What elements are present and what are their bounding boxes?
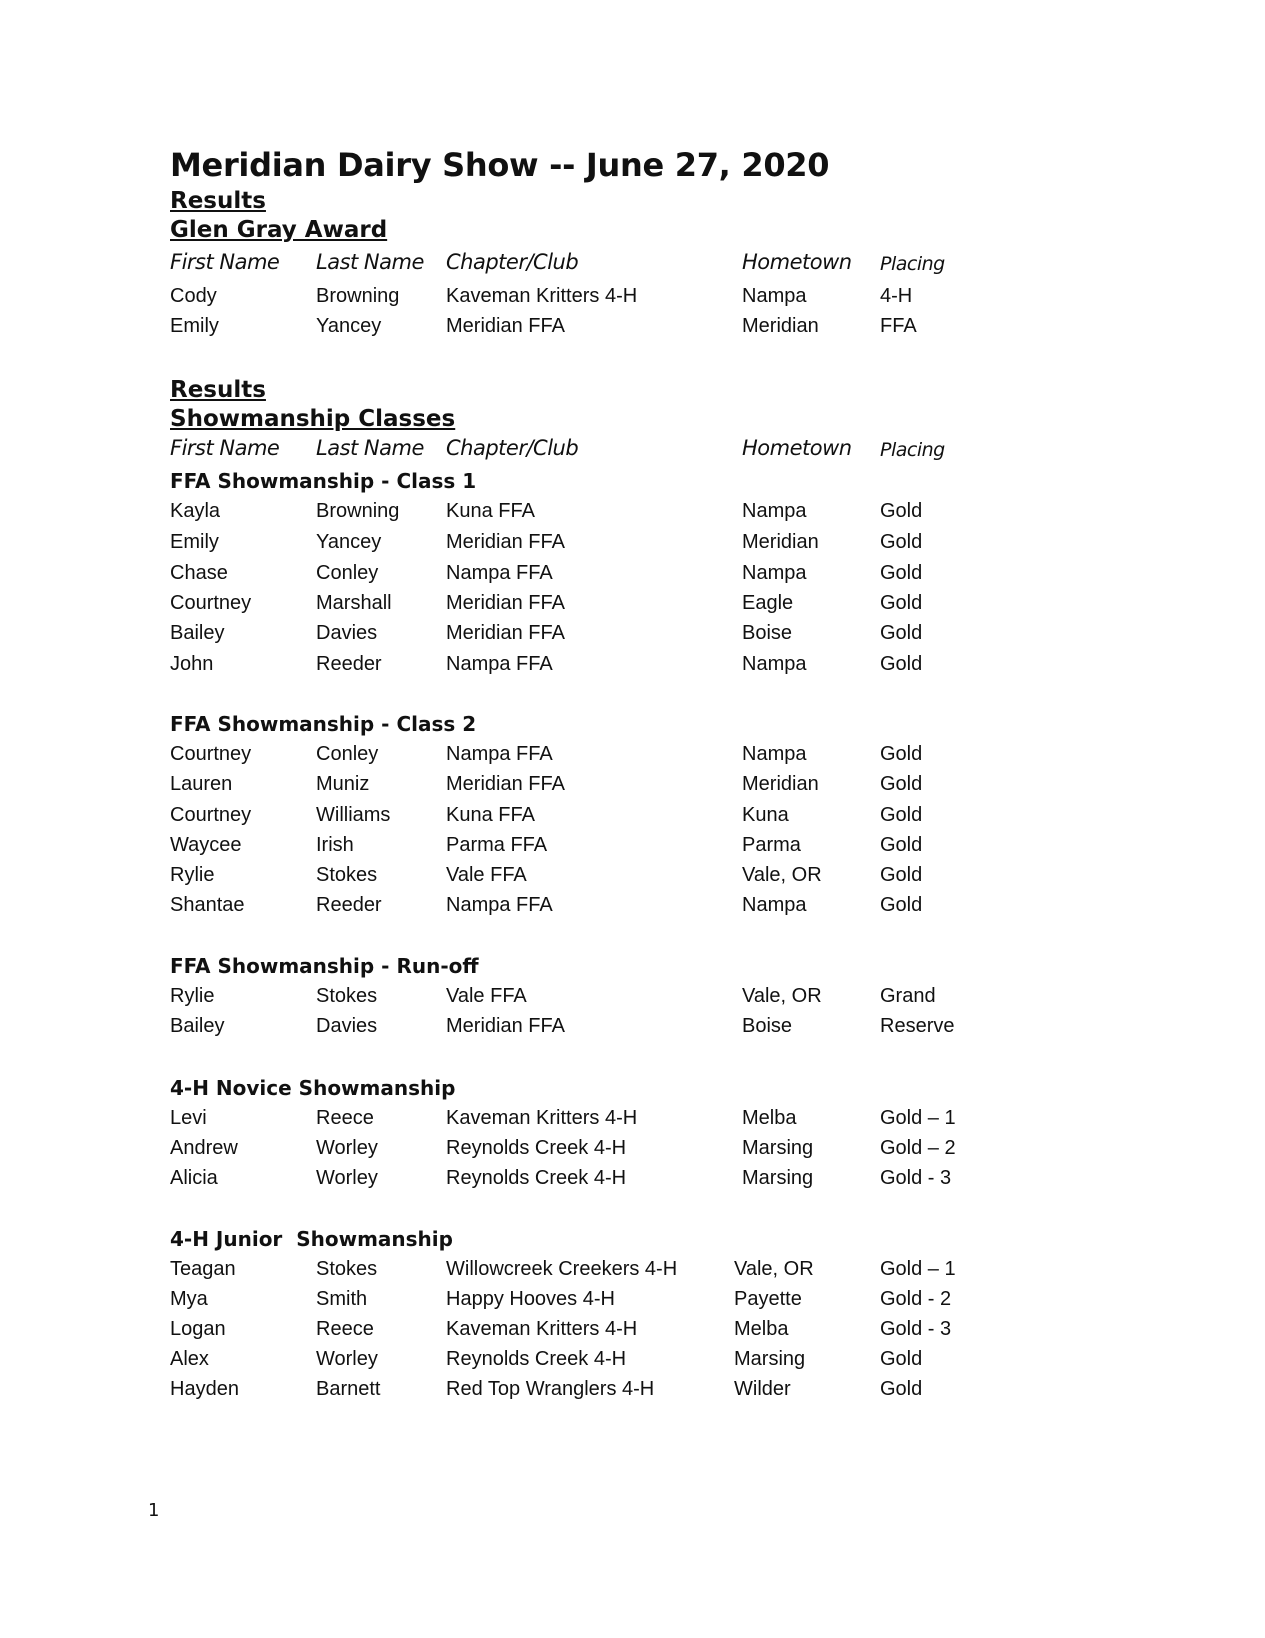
placing: Grand [880,985,936,1007]
table-row [0,985,1265,1015]
table-row [0,1378,1265,1408]
chapter-club: Kuna FFA [446,804,535,826]
hometown: Meridian [742,531,819,553]
chapter-club: Kaveman Kritters 4-H [446,1318,638,1340]
placing: Gold – 2 [880,1137,956,1159]
chapter-club: Kuna FFA [446,500,535,522]
hometown: Marsing [742,1137,814,1159]
header-chapter-club: Chapter/Club [446,436,579,460]
section-heading: 4-H Novice Showmanship [170,1076,456,1100]
last-name: Reeder [316,653,382,675]
first-name: Courtney [170,804,252,826]
chapter-club: Parma FFA [446,834,548,856]
placing: FFA [880,315,917,337]
hometown: Vale, OR [742,985,822,1007]
header-first-name: First Name [170,436,280,460]
first-name: Waycee [170,834,242,856]
table-row [0,562,1265,592]
table-row [0,1107,1265,1137]
chapter-club: Meridian FFA [446,1015,565,1037]
hometown: Melba [734,1318,789,1340]
first-name: Levi [170,1107,207,1129]
column-headers [0,436,1265,466]
chapter-club: Nampa FFA [446,743,553,765]
placing: 4-H [880,285,913,307]
placing: Gold [880,743,923,765]
placing: Reserve [880,1015,955,1037]
header-last-name: Last Name [316,436,424,460]
placing: Gold - 3 [880,1167,952,1189]
hometown: Melba [742,1107,797,1129]
chapter-club: Nampa FFA [446,894,553,916]
first-name: Chase [170,562,228,584]
last-name: Stokes [316,864,378,886]
placing: Gold [880,773,923,795]
section-heading: FFA Showmanship - Class 2 [170,712,477,736]
last-name: Worley [316,1348,378,1370]
hometown: Nampa [742,894,807,916]
header-hometown: Hometown [742,436,852,460]
hometown: Vale, OR [742,864,822,886]
chapter-club: Kaveman Kritters 4-H [446,1107,638,1129]
hometown: Nampa [742,562,807,584]
placing: Gold [880,834,923,856]
first-name: Bailey [170,622,225,644]
last-name: Irish [316,834,354,856]
results-label: Results [170,188,266,214]
table-row [0,864,1265,894]
table-row [0,285,1265,315]
last-name: Reeder [316,894,382,916]
first-name: Courtney [170,743,252,765]
last-name: Conley [316,743,379,765]
section-heading: FFA Showmanship - Run-off [170,954,479,978]
chapter-club: Meridian FFA [446,592,565,614]
chapter-club: Red Top Wranglers 4-H [446,1378,655,1400]
table-row [0,743,1265,773]
hometown: Wilder [734,1378,791,1400]
hometown: Boise [742,622,793,644]
hometown: Eagle [742,592,794,614]
chapter-club: Happy Hooves 4-H [446,1288,615,1310]
last-name: Browning [316,500,400,522]
column-headers [0,250,1265,280]
hometown: Marsing [742,1167,814,1189]
hometown: Marsing [734,1348,806,1370]
placing: Gold [880,531,923,553]
placing: Gold [880,1348,923,1370]
first-name: John [170,653,214,675]
chapter-club: Reynolds Creek 4-H [446,1137,627,1159]
last-name: Worley [316,1137,378,1159]
first-name: Emily [170,531,219,553]
hometown: Boise [742,1015,793,1037]
placing: Gold - 2 [880,1288,952,1310]
hometown: Nampa [742,285,807,307]
placing: Gold [880,894,923,916]
hometown: Nampa [742,743,807,765]
header-last-name: Last Name [316,250,424,274]
table-row [0,1288,1265,1318]
hometown: Payette [734,1288,802,1310]
table-row [0,1137,1265,1167]
placing: Gold [880,562,923,584]
first-name: Alex [170,1348,209,1370]
first-name: Kayla [170,500,221,522]
page-number: 1 [148,1500,160,1521]
placing: Gold – 1 [880,1258,956,1280]
last-name: Stokes [316,985,378,1007]
section-heading: 4-H Junior Showmanship [170,1227,453,1251]
first-name: Courtney [170,592,252,614]
results-label: Results [170,377,266,403]
header-hometown: Hometown [742,250,852,274]
placing: Gold [880,653,923,675]
first-name: Cody [170,285,217,307]
table-row [0,1318,1265,1348]
header-placing: Placing [880,253,945,275]
placing: Gold – 1 [880,1107,956,1129]
last-name: Yancey [316,531,382,553]
chapter-club: Meridian FFA [446,315,565,337]
last-name: Davies [316,622,378,644]
chapter-club: Meridian FFA [446,773,565,795]
chapter-club: Vale FFA [446,864,527,886]
last-name: Browning [316,285,400,307]
first-name: Lauren [170,773,233,795]
table-row [0,894,1265,924]
last-name: Reece [316,1107,374,1129]
table-row [0,1015,1265,1045]
table-row [0,1167,1265,1197]
last-name: Barnett [316,1378,381,1400]
chapter-club: Meridian FFA [446,531,565,553]
page-title: Meridian Dairy Show -- June 27, 2020 [170,146,830,184]
showmanship-heading: Showmanship Classes [170,406,456,432]
table-row [0,500,1265,530]
header-placing: Placing [880,439,945,461]
last-name: Williams [316,804,391,826]
chapter-club: Willowcreek Creekers 4-H [446,1258,678,1280]
hometown: Meridian [742,773,819,795]
last-name: Reece [316,1318,374,1340]
hometown: Nampa [742,500,807,522]
placing: Gold [880,804,923,826]
last-name: Conley [316,562,379,584]
chapter-club: Reynolds Creek 4-H [446,1348,627,1370]
first-name: Rylie [170,985,215,1007]
first-name: Alicia [170,1167,218,1189]
hometown: Nampa [742,653,807,675]
table-row [0,592,1265,622]
header-first-name: First Name [170,250,280,274]
last-name: Davies [316,1015,378,1037]
first-name: Andrew [170,1137,238,1159]
table-row [0,773,1265,803]
placing: Gold [880,864,923,886]
table-row [0,1348,1265,1378]
table-row [0,531,1265,561]
last-name: Worley [316,1167,378,1189]
table-row [0,622,1265,652]
table-row [0,804,1265,834]
chapter-club: Meridian FFA [446,622,565,644]
placing: Gold [880,592,923,614]
first-name: Teagan [170,1258,236,1280]
first-name: Rylie [170,864,215,886]
glen-gray-heading: Glen Gray Award [170,217,388,243]
placing: Gold [880,500,923,522]
header-chapter-club: Chapter/Club [446,250,579,274]
first-name: Logan [170,1318,226,1340]
last-name: Yancey [316,315,382,337]
first-name: Bailey [170,1015,225,1037]
chapter-club: Vale FFA [446,985,527,1007]
last-name: Smith [316,1288,368,1310]
placing: Gold [880,1378,923,1400]
last-name: Stokes [316,1258,378,1280]
section-heading: FFA Showmanship - Class 1 [170,469,477,493]
hometown: Meridian [742,315,819,337]
table-row [0,315,1265,345]
chapter-club: Nampa FFA [446,653,553,675]
hometown: Vale, OR [734,1258,814,1280]
chapter-club: Nampa FFA [446,562,553,584]
last-name: Muniz [316,773,370,795]
last-name: Marshall [316,592,392,614]
first-name: Shantae [170,894,245,916]
first-name: Emily [170,315,219,337]
hometown: Parma [742,834,801,856]
first-name: Hayden [170,1378,239,1400]
chapter-club: Kaveman Kritters 4-H [446,285,638,307]
chapter-club: Reynolds Creek 4-H [446,1167,627,1189]
placing: Gold - 3 [880,1318,952,1340]
first-name: Mya [170,1288,208,1310]
hometown: Kuna [742,804,789,826]
table-row [0,834,1265,864]
placing: Gold [880,622,923,644]
table-row [0,653,1265,683]
table-row [0,1258,1265,1288]
